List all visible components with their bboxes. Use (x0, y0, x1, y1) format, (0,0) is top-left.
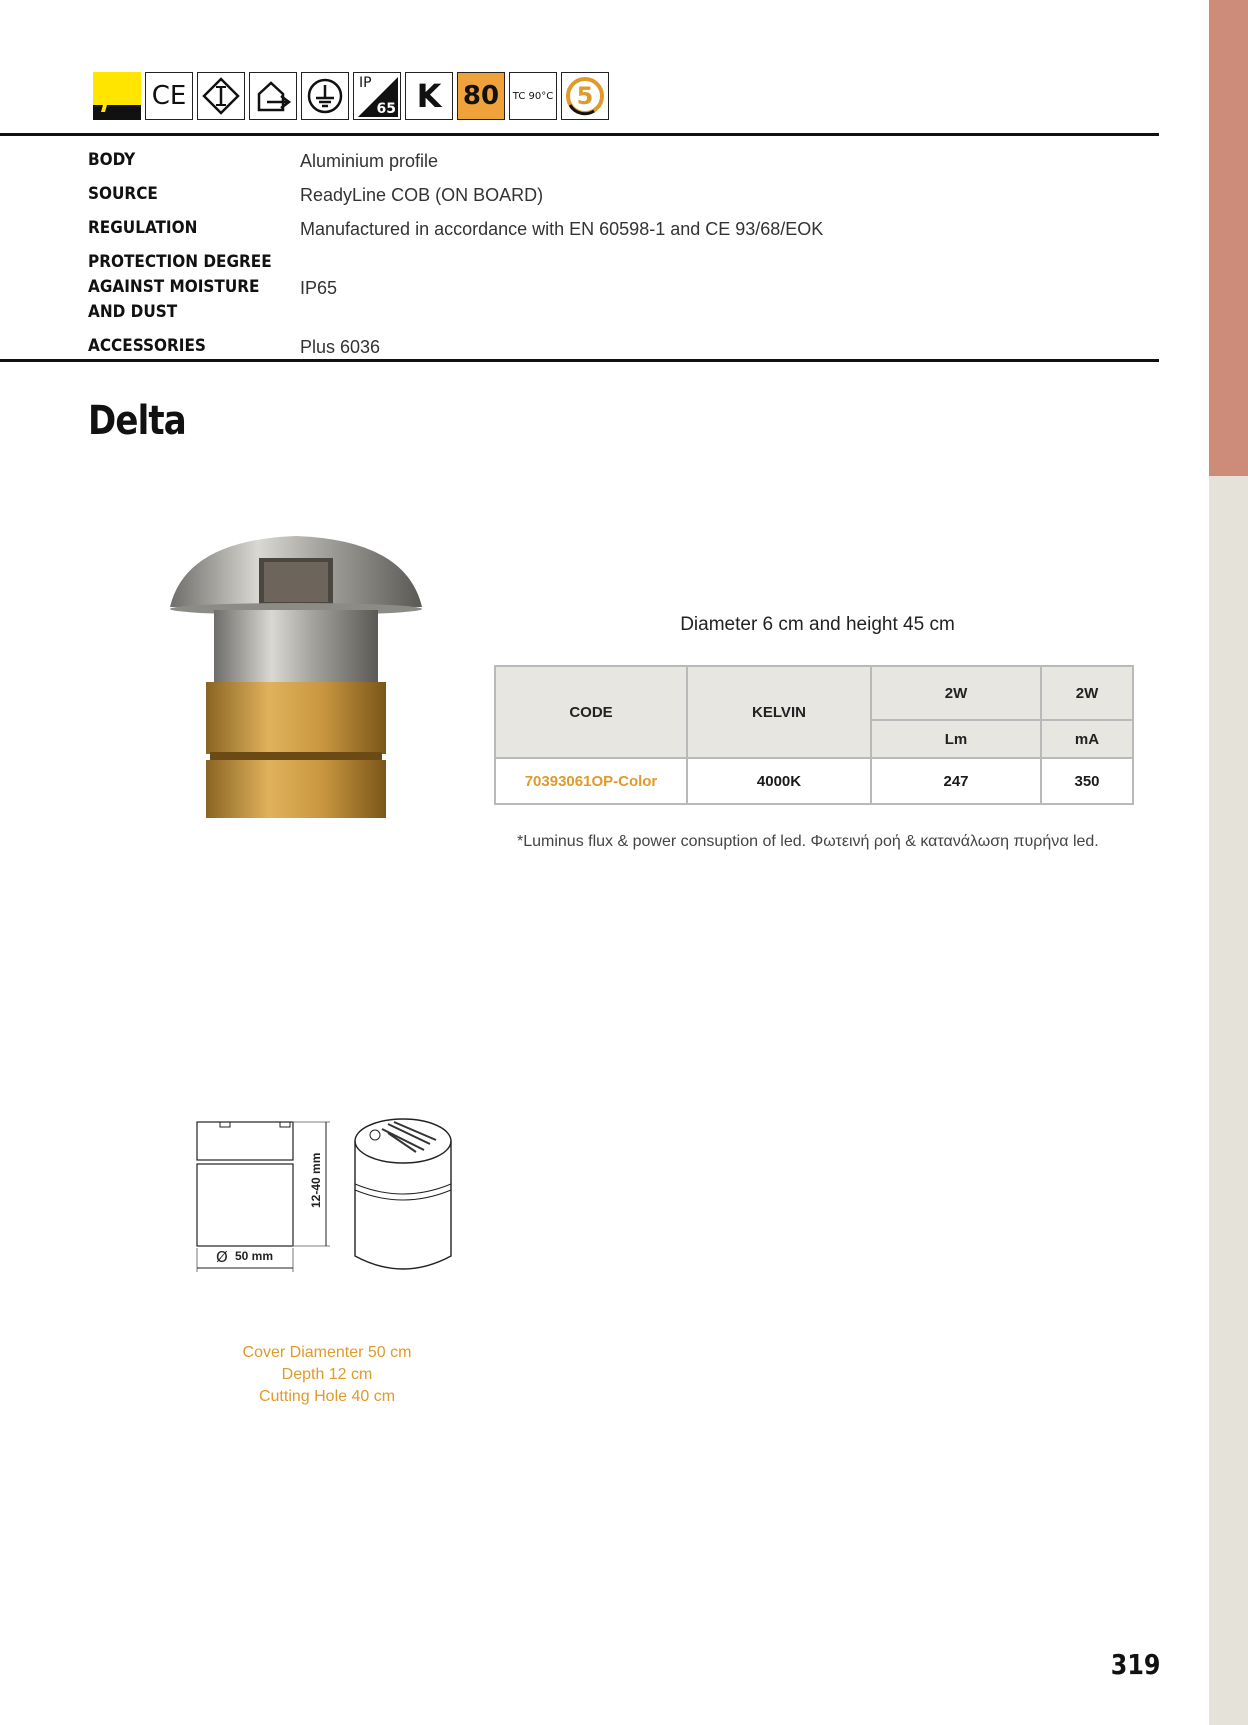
spec-value: Plus 6036 (300, 336, 381, 357)
diameter-symbol: Ø (216, 1248, 228, 1266)
warranty-5-icon (561, 72, 609, 120)
cri-80-icon: 80 (457, 72, 505, 120)
product-table (494, 665, 1134, 805)
spec-label: REGULATION (88, 218, 198, 238)
footnote: *Luminus flux & power consuption of led. Φωτεινή ροή & κατανάλωση πυρήνα led. (517, 833, 1099, 850)
technical-drawing (190, 1112, 460, 1287)
k-icon: K (405, 72, 453, 120)
earth-ground-icon (301, 72, 349, 120)
column-header-power-lm: 2W (871, 666, 1041, 720)
side-tab-background (1209, 476, 1248, 1725)
spec-label: BODY (88, 150, 136, 170)
spec-row-regulation (88, 216, 1088, 241)
table-row (495, 758, 1133, 804)
product-photo (166, 532, 426, 837)
dimension-line-cover: Cover Diamenter 50 cm (242, 1344, 412, 1361)
ip-rating-label: 65 (376, 101, 396, 117)
ip65-icon (353, 72, 401, 120)
ce-mark-icon: CE (145, 72, 193, 120)
cell-code: 70393061OP-Color (495, 758, 687, 804)
diameter-dimension: 50 mm (235, 1249, 274, 1263)
ip-label: IP (359, 75, 372, 91)
spec-value: ReadyLine COB (ON BOARD) (300, 184, 544, 205)
class-diamond-icon (197, 72, 245, 120)
spec-row-body (88, 148, 1088, 173)
column-subheader-lm: Lm (871, 720, 1041, 758)
column-header-power-ma: 2W (1041, 666, 1133, 720)
specs-list (88, 148, 1088, 368)
spec-row-protection (88, 250, 1088, 325)
column-header-kelvin: KELVIN (687, 666, 871, 758)
mounting-icon (249, 72, 297, 120)
column-subheader-ma: mA (1041, 720, 1133, 758)
side-tab-accent (1209, 0, 1248, 476)
dimension-line-depth: Depth 12 cm (281, 1366, 373, 1383)
bottom-rule (0, 359, 1159, 362)
cell-kelvin: 4000K (687, 758, 871, 804)
tc-90-icon: TC 90°C (509, 72, 557, 120)
height-dimension: 12-40 mm (309, 1152, 323, 1208)
spec-label: ACCESSORIES (88, 336, 206, 356)
page-number: 319 (1110, 1648, 1160, 1681)
spec-value: Manufactured in accordance with EN 60598-1 and CE 93/68/EOK (300, 218, 824, 239)
column-header-code: CODE (495, 666, 687, 758)
spec-row-accessories (88, 334, 1088, 359)
yellow-light-icon (93, 72, 141, 120)
spec-row-source (88, 182, 1088, 207)
cell-ma: 350 (1041, 758, 1133, 804)
dimension-notes (200, 1342, 454, 1408)
top-rule (0, 133, 1159, 136)
spec-value: IP65 (300, 277, 338, 298)
product-title: Delta (88, 398, 186, 444)
dimension-line-cutting: Cutting Hole 40 cm (258, 1388, 396, 1405)
spec-value: Aluminium profile (300, 150, 439, 171)
cell-lm: 247 (871, 758, 1041, 804)
size-caption: Diameter 6 cm and height 45 cm (680, 614, 955, 635)
spec-label: PROTECTION DEGREE AGAINST MOISTURE AND DUST (88, 252, 272, 322)
certification-icons (93, 72, 609, 120)
warranty-years: 5 (576, 82, 594, 110)
spec-label: SOURCE (88, 184, 158, 204)
